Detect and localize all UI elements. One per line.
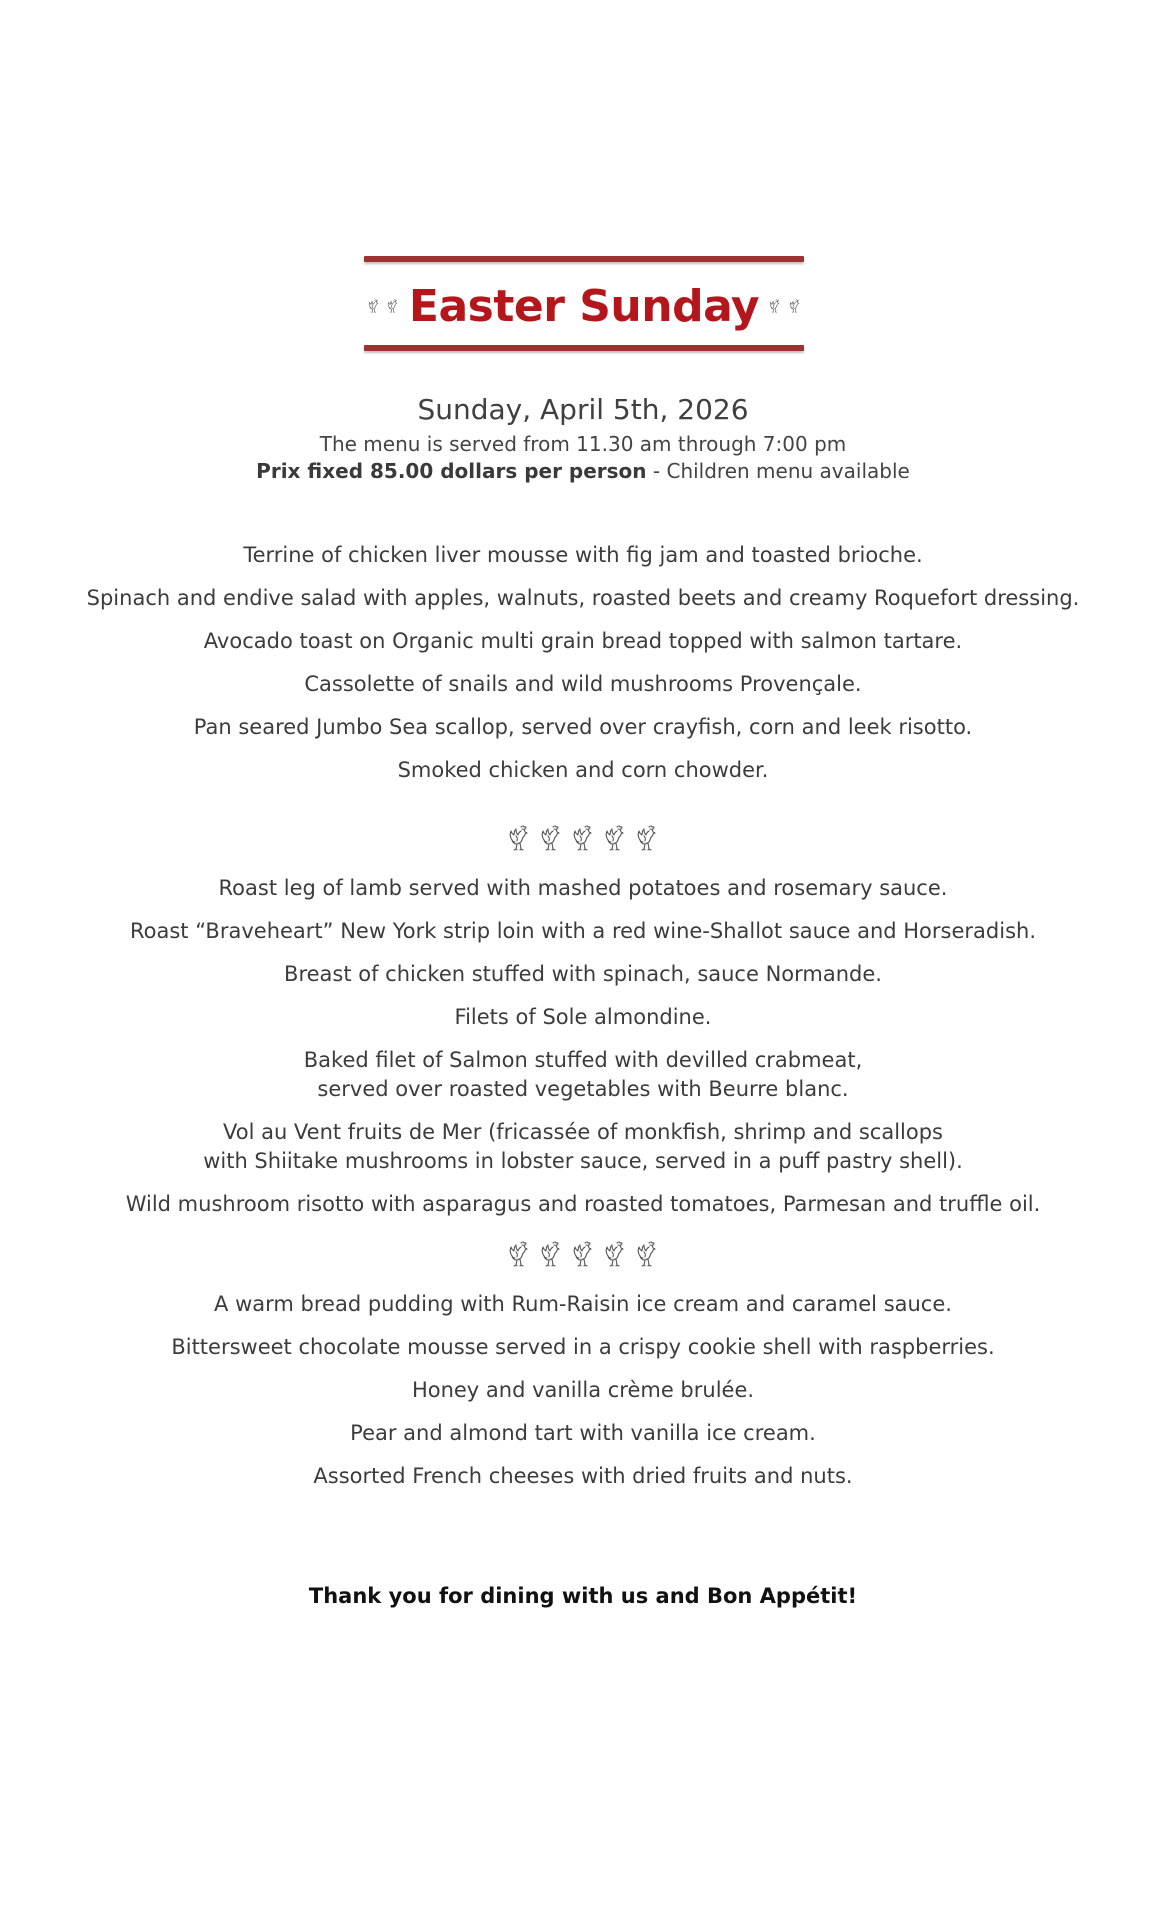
rooster-icon — [508, 824, 530, 852]
main-item: Roast leg of lamb served with mashed potatoes and rosemary sauce. — [218, 876, 948, 900]
rooster-icon — [540, 1240, 562, 1268]
banner-bottom-rule — [364, 345, 804, 351]
starter-item: Avocado toast on Organic multi grain bread topped with salmon tartare. — [203, 629, 963, 653]
starter-item: Smoked chicken and corn chowder. — [397, 758, 769, 782]
starter-item: Spinach and endive salad with apples, walnuts, roasted beets and creamy Roquefort dressing. — [86, 586, 1080, 610]
main-item: with Shiitake mushrooms in lobster sauce, served in a puff pastry shell). — [203, 1149, 963, 1173]
dessert-item: Bittersweet chocolate mousse served in a crispy cookie shell with raspberries. — [171, 1335, 995, 1359]
dessert-item: A warm bread pudding with Rum-Raisin ice cream and caramel sauce. — [214, 1292, 952, 1316]
rooster-icon — [508, 1240, 530, 1268]
section-divider — [0, 1240, 1166, 1270]
rooster-icon — [572, 1240, 594, 1268]
main-item: Filets of Sole almondine. — [454, 1005, 712, 1029]
main-item: Baked filet of Salmon stuffed with devilled crabmeat, — [303, 1048, 863, 1072]
dessert-item: Honey and vanilla crème brulée. — [411, 1378, 755, 1402]
dessert-item: Assorted French cheeses with dried fruits and nuts. — [313, 1464, 853, 1488]
menu-price — [0, 459, 1166, 483]
main-item: served over roasted vegetables with Beurre blanc. — [317, 1077, 849, 1101]
page-title: Easter Sunday — [408, 280, 760, 332]
banner-top-rule — [364, 256, 804, 262]
title-banner — [364, 256, 804, 356]
rooster-icon — [636, 1240, 658, 1268]
rooster-icon — [636, 824, 658, 852]
price-note: - Children menu available — [646, 459, 910, 483]
closing-message: Thank you for dining with us and Bon Appétit! — [308, 1584, 858, 1608]
main-item: Roast “Braveheart” New York strip loin with a red wine-Shallot sauce and Horseradish. — [129, 919, 1036, 943]
starter-item: Cassolette of snails and wild mushrooms Provençale. — [304, 672, 862, 696]
rooster-icon — [789, 292, 800, 320]
main-item: Breast of chicken stuffed with spinach, sauce Normande. — [284, 962, 882, 986]
rooster-icon — [769, 292, 780, 320]
menu-hours: The menu is served from 11.30 am through 7:00 pm — [319, 432, 847, 456]
rooster-icon — [387, 292, 398, 320]
rooster-icon — [368, 292, 379, 320]
starter-item: Terrine of chicken liver mousse with fig jam and toasted brioche. — [243, 543, 923, 567]
main-item: Wild mushroom risotto with asparagus and roasted tomatoes, Parmesan and truffle oil. — [125, 1192, 1041, 1216]
price-bold: Prix fixed 85.00 dollars per person — [256, 459, 647, 483]
section-divider — [0, 824, 1166, 854]
rooster-icon — [572, 824, 594, 852]
title-row — [364, 276, 804, 336]
rooster-icon — [604, 824, 626, 852]
rooster-icon — [540, 824, 562, 852]
main-item: Vol au Vent fruits de Mer (fricassée of monkfish, shrimp and scallops — [222, 1120, 943, 1144]
starter-item: Pan seared Jumbo Sea scallop, served over crayfish, corn and leek risotto. — [193, 715, 973, 739]
dessert-item: Pear and almond tart with vanilla ice cream. — [350, 1421, 816, 1445]
menu-date: Sunday, April 5th, 2026 — [417, 393, 749, 426]
rooster-icon — [604, 1240, 626, 1268]
